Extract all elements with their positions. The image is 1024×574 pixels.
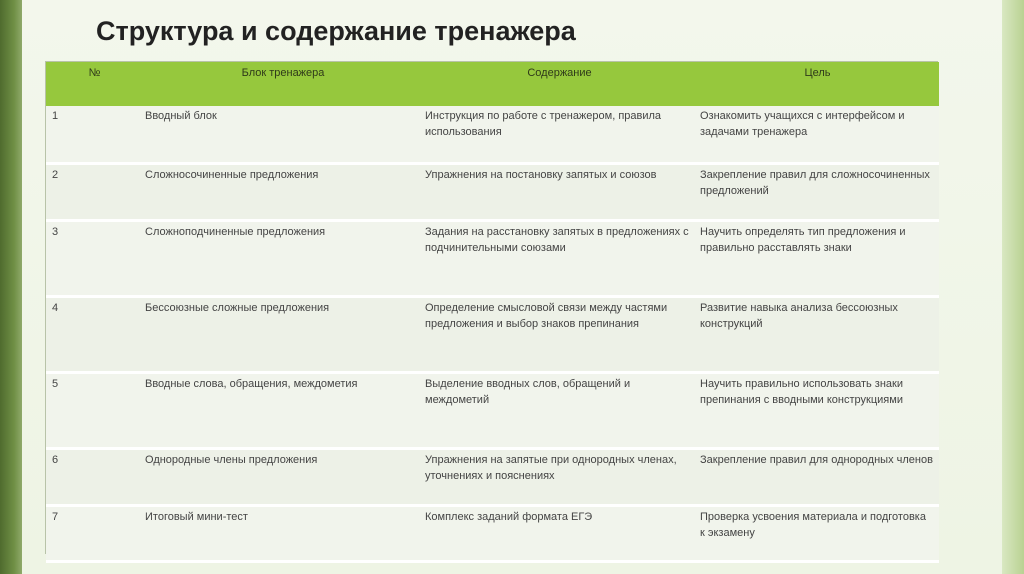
header-goal: Цель <box>696 62 939 106</box>
cell-goal: Развитие навыка анализа бессоюзных конструкций <box>696 296 939 372</box>
cell-content: Упражнения на запятые при однородных членах, уточнениях и пояснениях <box>423 448 696 505</box>
table-row <box>46 296 939 372</box>
cell-content: Комплекс заданий формата ЕГЭ <box>423 505 696 561</box>
cell-goal: Научить определять тип предложения и правильно расставлять знаки <box>696 220 939 296</box>
cell-number: 6 <box>46 448 143 505</box>
header-content: Содержание <box>423 62 696 106</box>
table-header-row <box>46 62 939 106</box>
cell-block: Итоговый мини-тест <box>143 505 423 561</box>
cell-block: Бессоюзные сложные предложения <box>143 296 423 372</box>
cell-number: 1 <box>46 106 143 163</box>
cell-content: Определение смысловой связи между частями предложения и выбор знаков препинания <box>423 296 696 372</box>
cell-block: Однородные члены предложения <box>143 448 423 505</box>
cell-block: Вводные слова, обращения, междометия <box>143 372 423 448</box>
slide-right-edge <box>1002 0 1024 574</box>
table-row <box>46 372 939 448</box>
cell-content: Упражнения на постановку запятых и союзов <box>423 163 696 220</box>
table-row <box>46 106 939 163</box>
cell-goal: Закрепление правил для однородных членов <box>696 448 939 505</box>
cell-goal: Закрепление правил для сложносочиненных предложений <box>696 163 939 220</box>
structure-table <box>46 62 939 563</box>
cell-number: 7 <box>46 505 143 561</box>
cell-block: Сложноподчиненные предложения <box>143 220 423 296</box>
cell-content: Инструкция по работе с тренажером, правила использования <box>423 106 696 163</box>
cell-goal: Ознакомить учащихся с интерфейсом и задачами тренажера <box>696 106 939 163</box>
cell-goal: Проверка усвоения материала и подготовка к экзамену <box>696 505 939 561</box>
table-row <box>46 448 939 505</box>
table-row <box>46 220 939 296</box>
cell-content: Выделение вводных слов, обращений и междометий <box>423 372 696 448</box>
table-row <box>46 163 939 220</box>
structure-table-container <box>45 61 938 554</box>
cell-number: 3 <box>46 220 143 296</box>
table-row <box>46 505 939 561</box>
cell-content: Задания на расстановку запятых в предложениях с подчинительными союзами <box>423 220 696 296</box>
cell-goal: Научить правильно использовать знаки препинания с вводными конструкциями <box>696 372 939 448</box>
page-title: Структура и содержание тренажера <box>96 16 576 46</box>
cell-number: 2 <box>46 163 143 220</box>
cell-number: 4 <box>46 296 143 372</box>
cell-block: Сложносочиненные предложения <box>143 163 423 220</box>
cell-number: 5 <box>46 372 143 448</box>
cell-block: Вводный блок <box>143 106 423 163</box>
header-block: Блок тренажера <box>143 62 423 106</box>
header-number: № <box>46 62 143 106</box>
